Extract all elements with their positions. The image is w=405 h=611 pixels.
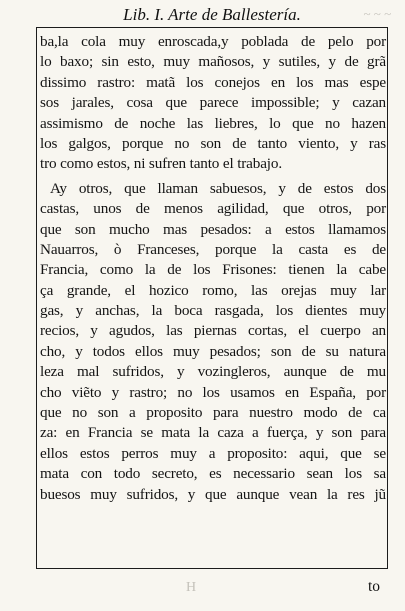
- text-line: recios, y agudos, las piernas cortas, el cuerpo an: [40, 322, 386, 340]
- text-line: ça grande, el hozico romo, las orejas muy lar: [40, 281, 386, 299]
- text-line: lo baxo; sin esto, muy mañosos, y sutiles, y de grã: [40, 53, 386, 71]
- text-line: leza mal sufridos, y vozingleros, aunque de mu: [40, 363, 386, 381]
- text-block: [40, 32, 386, 505]
- text-line: assimismo de noche las liebres, lo que no hazen: [40, 114, 386, 132]
- text-line: cho, y todos ellos muy pesados; son de su natura: [40, 342, 386, 360]
- text-line: Nauarros, ò Franceses, porque la casta es de: [40, 240, 386, 258]
- text-line: ba,la cola muy enroscada,y poblada de pelo por: [40, 33, 386, 50]
- text-line: castas, unos de menos agilidad, que otros, por: [40, 200, 386, 218]
- page-footer: [36, 572, 388, 606]
- text-line: gas, y anchas, la boca rasgada, los dientes muy: [40, 302, 386, 320]
- text-line: za: en Francia se mata la caza a fuerça, y son para: [40, 424, 386, 442]
- text-line: tro como estos, ni sufren tanto el trabajo.: [40, 155, 282, 173]
- text-line: Ay otros, que llaman sabuesos, y de estos dos: [50, 179, 386, 197]
- catchword: to: [367, 578, 380, 595]
- signature-mark: H: [186, 580, 197, 595]
- text-line: dissimo rastro: matã los conejos en los mas espe: [40, 73, 386, 91]
- text-line: los galgos, porque no son de tanto viento, y ras: [40, 134, 386, 152]
- text-line: cho viẽto y rastro; no los usamos en España, por: [40, 383, 386, 401]
- text-line: que no son a proposito para nuestro modo de ca: [40, 404, 386, 422]
- text-line: Francia, como la de los Frisones: tienen la cabe: [40, 261, 386, 279]
- text-line: buesos muy sufridos, y que aunque vean la res jũ: [40, 485, 386, 503]
- text-line: mata con todo secreto, es necessario sean los sa: [40, 465, 386, 483]
- running-head: Lib. I. Arte de Ballestería.: [123, 5, 301, 24]
- text-line: sos jarales, cosa que parece impossible; y cazan: [40, 94, 386, 112]
- text-line: ellos estos perros muy a proposito: aqui, que se: [40, 444, 386, 462]
- bleed-through-glyphs: ~ ~ ~: [363, 6, 391, 21]
- text-line: que son mucho mas pesados: a estos llamamos: [40, 220, 386, 238]
